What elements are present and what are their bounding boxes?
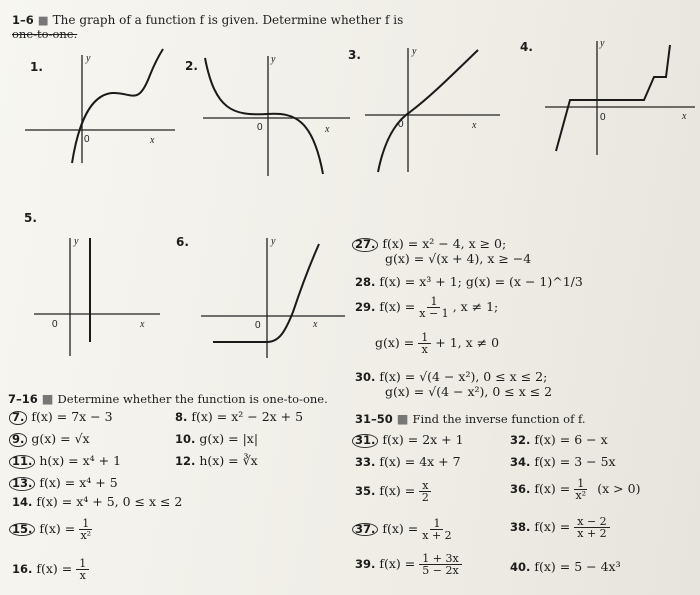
- problem-number: 35.: [355, 483, 376, 498]
- x-label: x: [325, 124, 330, 135]
- x-label: x: [140, 319, 145, 330]
- graph-4-number: 4.: [520, 40, 533, 54]
- problem-16: [12, 558, 89, 581]
- problem-27-line2: g(x) = √(x + 4), x ≥ −4: [385, 251, 532, 266]
- numerator: 1: [430, 518, 443, 530]
- problem-31: [355, 434, 464, 448]
- problem-number: 34.: [510, 455, 531, 469]
- problem-number: 40.: [510, 560, 531, 574]
- fraction: [76, 558, 89, 581]
- problem-39: [355, 553, 462, 576]
- problem-12: [175, 455, 258, 468]
- denominator: x − 1: [419, 307, 449, 320]
- y-label: y: [74, 236, 79, 247]
- problem-number: 30.: [355, 370, 376, 384]
- problem-15: [12, 518, 92, 541]
- condition: + 1, x ≠ 0: [435, 335, 500, 351]
- numerator: 1: [427, 296, 440, 308]
- fraction: [79, 518, 92, 541]
- lhs: f(x) =: [534, 481, 571, 497]
- problem-number: 28.: [355, 275, 376, 289]
- problem-30-line2: g(x) = √(4 − x²), 0 ≤ x ≤ 2: [385, 384, 553, 399]
- problem-expression: f(x) = 2x + 1: [382, 432, 464, 447]
- y-label: y: [271, 54, 276, 65]
- problem-9: [12, 433, 90, 447]
- numerator: 1 + 3x: [419, 553, 461, 565]
- x-label: x: [313, 319, 318, 330]
- graph-6-number: 6.: [176, 235, 189, 249]
- graph-5-number: 5.: [24, 211, 37, 225]
- problem-28: [355, 276, 583, 289]
- problem-number: 15.: [9, 523, 35, 537]
- graph-5: [30, 232, 165, 360]
- problem-number: 9.: [9, 433, 27, 447]
- problem-number: 37.: [352, 523, 378, 537]
- problem-expression: f(x) = 6 − x: [534, 432, 608, 447]
- problem-30: [355, 371, 547, 384]
- section-7-16-header: [8, 393, 328, 406]
- denominator: x²: [80, 529, 92, 542]
- y-label: y: [412, 46, 417, 57]
- denominator: x: [421, 343, 428, 356]
- problem-number: 12.: [175, 454, 196, 468]
- lhs: f(x) =: [379, 556, 416, 572]
- bullet: ■: [396, 411, 409, 426]
- problem-11: [12, 455, 121, 469]
- problem-expression: f(x) = 4x + 7: [379, 454, 461, 469]
- x-label: x: [682, 111, 687, 122]
- problem-13: [12, 477, 118, 491]
- problem-line1: f(x) = x² − 4, x ≥ 0;: [382, 236, 507, 251]
- section-range: 31–50: [355, 412, 393, 426]
- problem-34: [510, 456, 616, 469]
- instruction: Find the inverse function of f.: [412, 412, 586, 426]
- instruction-line2: one-to-one.: [12, 27, 78, 41]
- lhs: g(x) =: [375, 335, 415, 351]
- problem-number: 14.: [12, 495, 33, 509]
- problem-line1: f(x) = x³ + 1; g(x) = (x − 1)^1/3: [379, 274, 583, 289]
- problem-expression: g(x) = √x: [31, 431, 90, 446]
- problem-expression: f(x) = x⁴ + 5: [39, 475, 118, 490]
- problem-expression: h(x) = x⁴ + 1: [39, 453, 122, 468]
- y-label: y: [86, 53, 91, 64]
- fraction: [422, 518, 451, 541]
- x-label: x: [472, 120, 477, 131]
- origin-label: 0: [398, 119, 404, 130]
- lhs: f(x) =: [379, 299, 416, 315]
- graph-4: [540, 35, 700, 160]
- problem-33: [355, 456, 461, 469]
- problem-expression: g(x) = |x|: [199, 431, 259, 446]
- problem-36: [510, 478, 640, 501]
- problem-40: [510, 561, 621, 574]
- lhs: f(x) =: [36, 561, 73, 577]
- origin-label: 0: [52, 319, 58, 330]
- lhs: f(x) =: [39, 521, 76, 537]
- problem-number: 16.: [12, 561, 33, 576]
- section-range: 1–6: [12, 13, 34, 27]
- section-1-6-header: [12, 14, 403, 27]
- problem-29-line2: [375, 332, 499, 355]
- problem-number: 32.: [510, 433, 531, 447]
- origin-label: 0: [257, 122, 263, 133]
- problem-number: 33.: [355, 455, 376, 469]
- curve: [556, 45, 670, 151]
- fraction: [419, 296, 448, 319]
- fraction: [418, 332, 431, 355]
- problem-10: [175, 433, 258, 446]
- graph-1-number: 1.: [30, 60, 43, 74]
- problem-number: 8.: [175, 410, 188, 424]
- denominator: x + 2: [577, 527, 607, 540]
- curve: [378, 50, 478, 172]
- curve: [213, 244, 319, 342]
- y-label: y: [271, 236, 276, 247]
- problem-27: [355, 238, 506, 252]
- problem-14: [12, 496, 182, 509]
- problem-number: 38.: [510, 519, 531, 534]
- fraction: [419, 480, 431, 503]
- condition: (x > 0): [597, 481, 641, 497]
- denominator: x + 2: [422, 529, 452, 542]
- problem-7: [12, 411, 113, 425]
- problem-number: 10.: [175, 432, 196, 446]
- x-label: x: [150, 135, 155, 146]
- y-label: y: [600, 38, 605, 49]
- problem-38: [510, 516, 610, 539]
- problem-32: [510, 434, 608, 447]
- problem-number: 36.: [510, 481, 531, 496]
- bullet: ■: [41, 391, 54, 406]
- problem-expression: f(x) = 3 − 5x: [534, 454, 616, 469]
- denominator: 5 − 2x: [422, 564, 459, 577]
- lhs: f(x) =: [534, 519, 571, 535]
- problem-number: 7.: [9, 411, 27, 425]
- graph-2: [195, 50, 355, 180]
- fraction: [419, 553, 461, 576]
- problem-number: 29.: [355, 299, 376, 314]
- graph-6: [195, 232, 350, 362]
- graph-2-number: 2.: [185, 59, 198, 73]
- problem-29: [355, 296, 498, 319]
- section-31-50-header: [355, 413, 586, 426]
- graph-3-number: 3.: [348, 48, 361, 62]
- lhs: f(x) =: [382, 521, 419, 537]
- problem-37: [355, 518, 452, 541]
- condition: , x ≠ 1;: [452, 299, 499, 315]
- denominator: 2: [421, 491, 429, 504]
- graph-3: [360, 42, 510, 177]
- numerator: x: [419, 480, 431, 492]
- numerator: 1: [76, 558, 89, 570]
- problem-expression: f(x) = 7x − 3: [31, 409, 113, 424]
- origin-label: 0: [600, 112, 606, 123]
- origin-label: 0: [255, 320, 261, 331]
- bullet: ■: [37, 13, 49, 27]
- origin-label: 0: [84, 134, 90, 145]
- problem-8: [175, 411, 303, 424]
- problem-expression: f(x) = 5 − 4x³: [534, 559, 621, 574]
- numerator: 1: [418, 332, 431, 344]
- numerator: x − 2: [574, 516, 609, 528]
- denominator: x²: [575, 489, 587, 502]
- numerator: 1: [574, 478, 587, 490]
- problem-number: 39.: [355, 556, 376, 571]
- instruction-line1: The graph of a function f is given. Determine whether f is: [52, 13, 404, 27]
- denominator: x: [79, 569, 86, 582]
- section-range: 7–16: [8, 392, 38, 406]
- problem-line1: f(x) = √(4 − x²), 0 ≤ x ≤ 2;: [379, 369, 548, 384]
- fraction: [574, 478, 587, 501]
- numerator: 1: [79, 518, 92, 530]
- problem-expression: f(x) = x⁴ + 5, 0 ≤ x ≤ 2: [36, 494, 183, 509]
- problem-number: 11.: [9, 455, 35, 469]
- problem-expression: f(x) = x² − 2x + 5: [191, 409, 304, 424]
- graph-1: [20, 45, 180, 170]
- curve: [205, 58, 323, 174]
- fraction: [574, 516, 609, 539]
- instruction: Determine whether the function is one-to-one.: [57, 392, 328, 406]
- problem-35: [355, 480, 431, 503]
- problem-number: 31.: [352, 434, 378, 448]
- problem-number: 27.: [352, 238, 378, 252]
- lhs: f(x) =: [379, 483, 416, 499]
- problem-number: 13.: [9, 477, 35, 491]
- problem-expression: h(x) = ∛x: [199, 453, 258, 468]
